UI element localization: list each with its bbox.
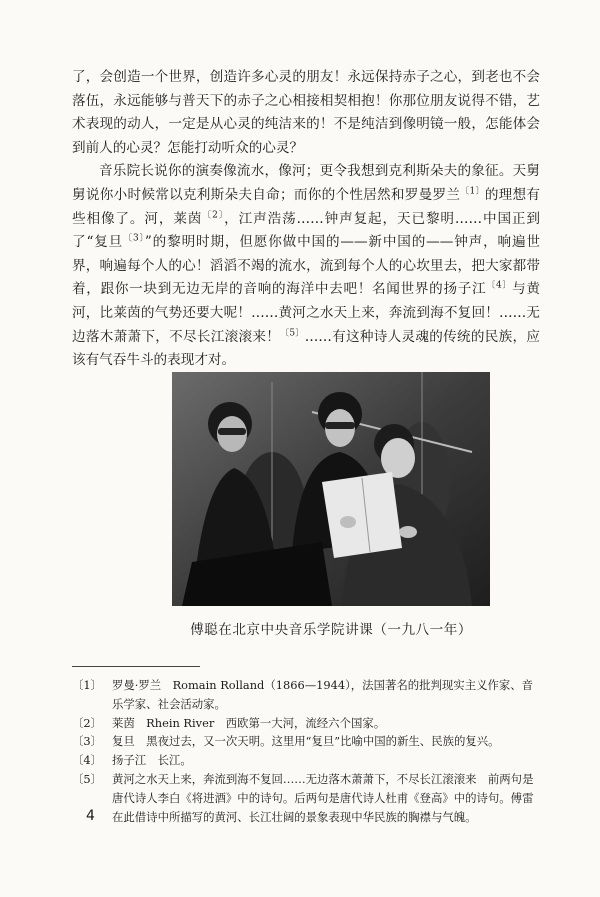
footnote-divider [72,666,200,667]
footnote-1 [72,676,542,714]
footnote-4 [72,751,542,770]
paragraph-1: 了，会创造一个世界，创造许多心灵的朋友！永远保持赤子之心，到老也不会落伍，永远能够与普天下的赤子之心相接相契相抱！你那位朋友说得不错，艺术表现的动人，一定是从心灵的纯洁来的！不是纯洁到像明镜一般，怎能体会到前人的心灵？怎能打动听众的心灵？ [72,69,540,156]
footnote-text: 复旦 黑夜过去，又一次天明。这里用“复旦”比喻中国的新生、民族的复兴。 [112,734,500,749]
footnote-ref-4[interactable]: 〔4〕 [486,280,513,291]
photo-caption: 傅聪在北京中央音乐学院讲课（一九八一年） [190,622,472,638]
paragraph-2-text: ”的黎明时期，但愿你做中国的——新中国的——钟声，响遍世界，响遍每个人的心！滔滔不竭的流水，流到每个人的心坎里去，把大家都带着，跟你一块到无边无岸的音响的海洋中去吧！名闻世界的扬子江 [72,234,541,298]
footnote-ref-5[interactable]: 〔5〕 [280,328,305,338]
photo-image [172,372,490,606]
footnote-ref-2[interactable]: 〔2〕 [202,210,225,221]
paragraph-2-text: ……有这种诗人灵魂的传统的民族，应该有气吞牛斗的表现才对。 [72,328,541,369]
footnote-number: 〔3〕 [72,734,103,749]
footnote-text: 黄河之水天上来，奔流到海不复回……无边落木萧萧下，不尽长江滚滚来 前两句是唐代诗人李白《将进酒》中的诗句。后两句是唐代诗人杜甫《登高》中的诗句。傅雷在此借诗中所描写的黄河、长江壮阔的景象表现中华民族的胸襟与气魄。 [112,771,534,824]
footnote-text: 莱茵 Rhein River 西欧第一大河，流经六个国家。 [112,715,386,730]
paragraph-2-text: 音乐院长说你的演奏像流水，像河；更令我想到克利斯朵夫的象征。天舅舅说你小时候常以克利斯朵夫自命；而你的个性居然和罗曼罗兰 [72,163,540,203]
paragraph-2 [72,160,540,372]
footnotes [72,676,542,826]
footnote-text: 罗曼·罗兰 Romain Rolland（1866—1944），法国著名的批判现实主义作家、音乐学家、社会活动家。 [112,678,534,711]
paragraph-2-text: 与黄河，比莱茵的气势还要大呢！……黄河之水天上来，奔流到海不复回！……无边落木萧萧下，不尽长江滚滚来！ [72,281,541,345]
paragraph-2-text: ，江声浩荡……钟声复起，天已黎明……中国正到了“复旦 [72,210,541,251]
footnote-number: 〔4〕 [72,753,103,768]
paragraph-2-text: 的理想有些相像了。河，莱茵 [72,186,541,227]
footnote-5 [72,770,542,826]
photo [172,372,490,606]
footnote-number: 〔2〕 [72,715,103,730]
footnote-3 [72,732,542,751]
footnote-number: 〔1〕 [72,678,103,692]
footnote-text: 扬子江 长江。 [112,753,192,768]
main-text [72,66,540,373]
page-number: 4 [86,808,95,824]
footnote-number: 〔5〕 [72,771,103,786]
footnote-ref-1[interactable]: 〔1〕 [460,186,485,197]
footnote-2 [72,714,542,733]
footnote-ref-3[interactable]: 〔3〕 [123,233,145,244]
